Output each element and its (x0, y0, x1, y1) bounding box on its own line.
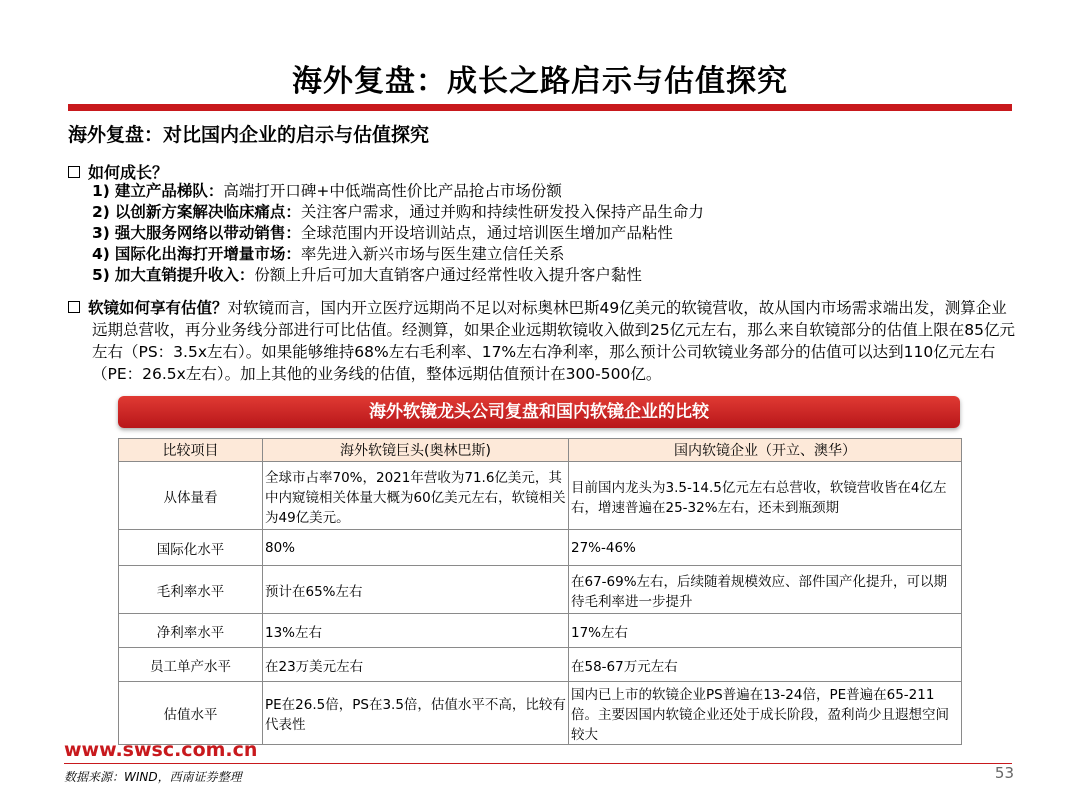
title-divider (68, 104, 1012, 111)
table-header-row (119, 439, 962, 462)
domestic-cell: 目前国内龙头为3.5-14.5亿元左右总营收，软镜营收皆在4亿左右，增速普遍在25-32%左右，还未到瓶颈期 (569, 462, 962, 530)
page-number: 53 (994, 764, 1014, 782)
section-subtitle: 海外复盘：对比国内企业的启示与估值探究 (68, 124, 430, 146)
table-row (119, 614, 962, 648)
row-label: 国际化水平 (119, 530, 263, 566)
valuation-question: 软镜如何享有估值？ (88, 299, 228, 317)
valuation-paragraph (68, 297, 1018, 385)
row-label: 净利率水平 (119, 614, 263, 648)
header-overseas: 海外软镜巨头(奥林巴斯) (263, 439, 569, 462)
table-row (119, 682, 962, 745)
domestic-cell: 在58-67万元左右 (569, 648, 962, 682)
table-row (119, 648, 962, 682)
valuation-text: 对软镜而言，国内开立医疗远期尚不足以对标奥林巴斯49亿美元的软镜营收，故从国内市场需求端出发，测算企业远期总营收，再分业务线分部进行可比估值。经测算，如果企业远期软镜收入做到25亿元左右，那么来自软镜部分的估值上限在85亿元左右（PS：3.5x左右）。如果能够维持68%左右毛利率、17%左右净利率，那么预计公司软镜业务部分的估值可以达到110亿元左右（PE：26.5x左右）。加上其他的业务线的估值，整体远期估值预计在300-500亿。 (92, 299, 1015, 383)
growth-steps-list (92, 181, 704, 286)
overseas-cell: PE在26.5倍，PS在3.5倍，估值水平不高，比较有代表性 (263, 682, 569, 745)
checkbox-bullet-icon (68, 301, 80, 313)
table-row (119, 462, 962, 530)
row-label: 从体量看 (119, 462, 263, 530)
growth-step: 4) 国际化出海打开增量市场：率先进入新兴市场与医生建立信任关系 (92, 245, 565, 263)
row-label: 员工单产水平 (119, 648, 263, 682)
page-title: 海外复盘：成长之路启示与估值探究 (292, 64, 788, 99)
domestic-cell: 27%-46% (569, 530, 962, 566)
overseas-cell: 80% (263, 530, 569, 566)
growth-step: 5) 加大直销提升收入：份额上升后可加大直销客户通过经常性收入提升客户黏性 (92, 266, 642, 284)
row-label: 毛利率水平 (119, 566, 263, 614)
footer-divider (64, 763, 1012, 764)
data-source-note: 数据来源：WIND，西南证券整理 (64, 770, 242, 784)
growth-step: 1) 建立产品梯队：高端打开口碑+中低端高性价比产品抢占市场份额 (92, 182, 562, 200)
header-domestic: 国内软镜企业（开立、澳华） (569, 439, 962, 462)
growth-question-text: 如何成长？ (88, 163, 169, 182)
comparison-banner: 海外软镜龙头公司复盘和国内软镜企业的比较 (118, 396, 960, 428)
checkbox-bullet-icon (68, 166, 80, 178)
row-label: 估值水平 (119, 682, 263, 745)
domestic-cell: 在67-69%左右，后续随着规模效应、部件国产化提升，可以期待毛利率进一步提升 (569, 566, 962, 614)
overseas-cell: 预计在65%左右 (263, 566, 569, 614)
header-item: 比较项目 (119, 439, 263, 462)
website-url: www.swsc.com.cn (64, 739, 258, 761)
domestic-cell: 国内已上市的软镜企业PS普遍在13-24倍，PE普遍在65-211倍。主要因国内软镜企业还处于成长阶段，盈利尚少且遐想空间较大 (569, 682, 962, 745)
table-row (119, 530, 962, 566)
growth-step: 2) 以创新方案解决临床痛点：关注客户需求，通过并购和持续性研发投入保持产品生命力 (92, 203, 704, 221)
overseas-cell: 13%左右 (263, 614, 569, 648)
growth-question (68, 160, 168, 183)
growth-step: 3) 强大服务网络以带动销售：全球范围内开设培训站点，通过培训医生增加产品粘性 (92, 224, 673, 242)
overseas-cell: 在23万美元左右 (263, 648, 569, 682)
table-row (119, 566, 962, 614)
domestic-cell: 17%左右 (569, 614, 962, 648)
overseas-cell: 全球市占率70%，2021年营收为71.6亿美元，其中内窥镜相关体量大概为60亿美元左右，软镜相关为49亿美元。 (263, 462, 569, 530)
comparison-table (118, 438, 962, 745)
